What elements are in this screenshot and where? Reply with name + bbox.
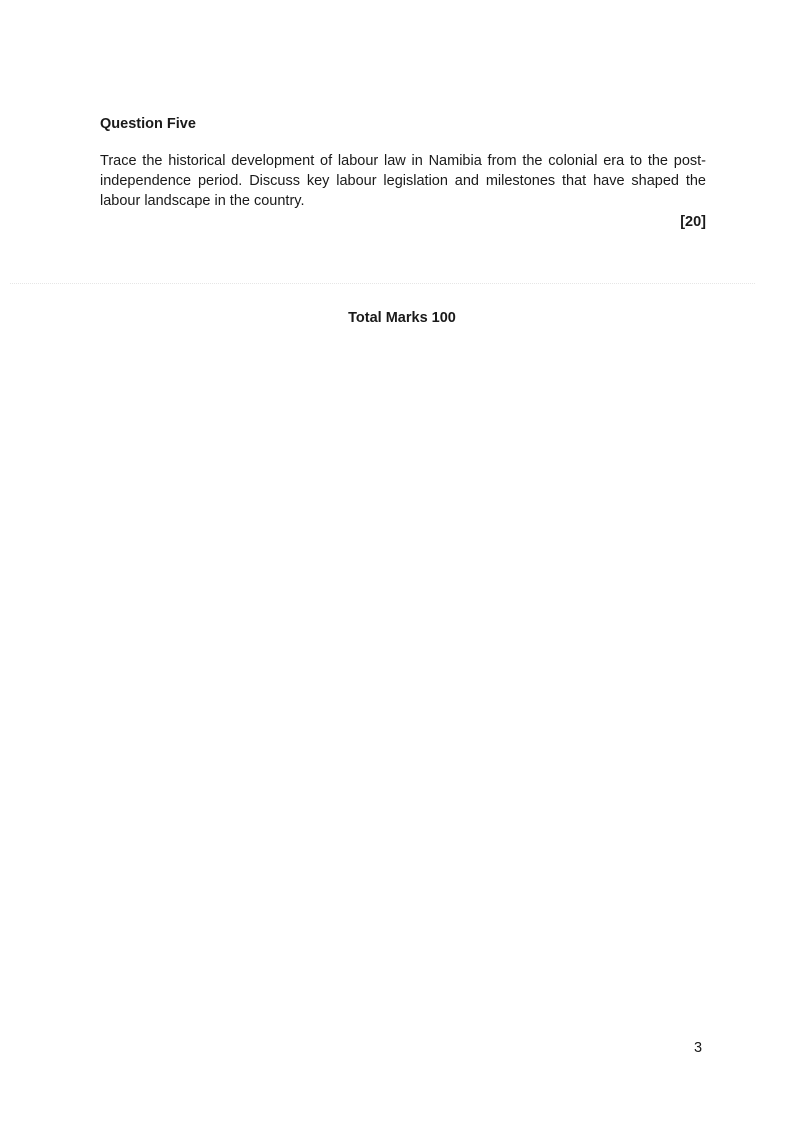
total-marks: Total Marks 100	[348, 310, 456, 326]
question-body: Trace the historical development of labour law in Namibia from the colonial era to the post-independence period. Discuss key labour legislation and milestones that have shaped the labour landscape in the country.	[100, 153, 706, 209]
scan-artifact-line	[10, 283, 755, 284]
question-marks: [20]	[680, 214, 706, 230]
question-heading: Question Five	[100, 116, 196, 132]
page-number: 3	[694, 1040, 703, 1056]
